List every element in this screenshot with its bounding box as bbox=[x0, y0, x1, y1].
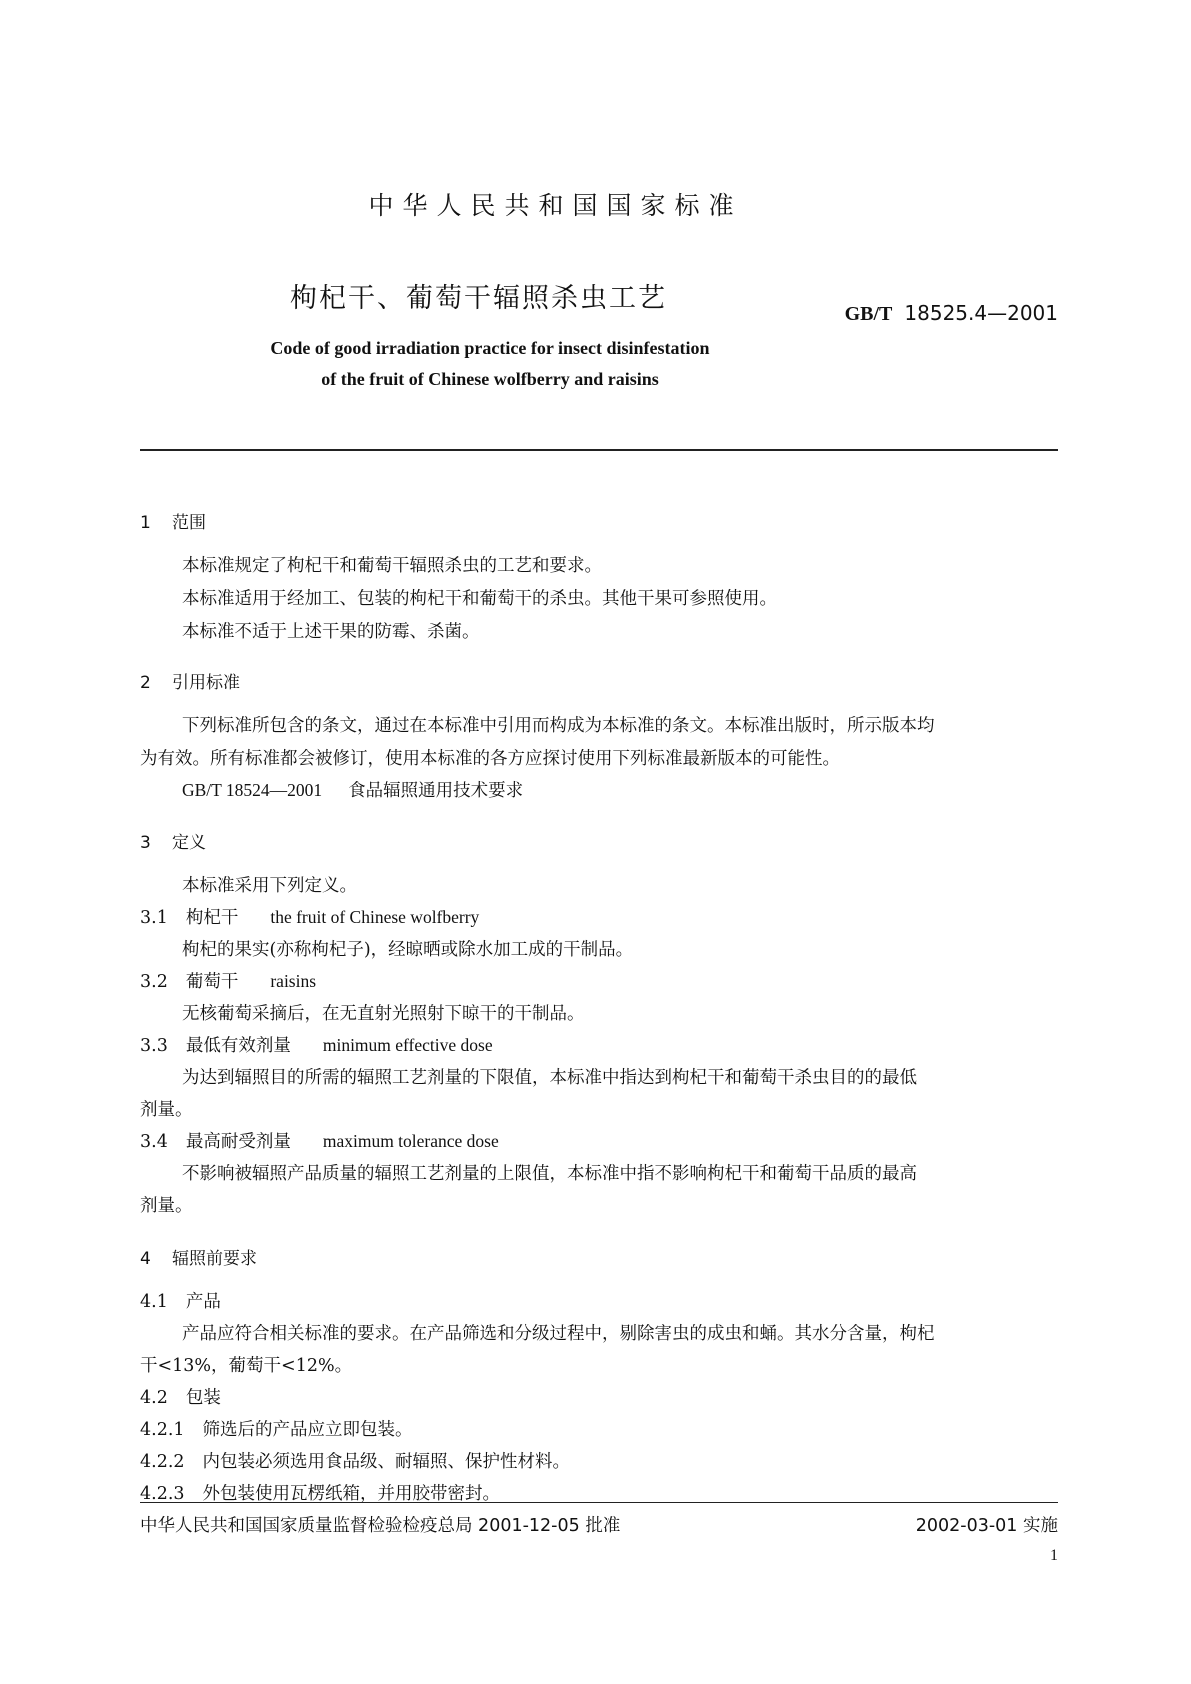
document-title-en-line-2: of the fruit of Chinese wolfberry and raisins bbox=[321, 369, 659, 389]
paragraph: 本标准不适于上述干果的防霉、杀菌。 bbox=[182, 622, 480, 642]
effective-date: 2002-03-01 实施 bbox=[915, 1516, 1058, 1536]
clause-text: 外包装使用瓦楞纸箱，并用胶带密封。 bbox=[202, 1484, 501, 1504]
clause-4-2 bbox=[140, 1384, 221, 1409]
clause-text: 内包装必须选用食品级、耐辐照、保护性材料。 bbox=[202, 1452, 571, 1472]
definition-3-2 bbox=[140, 968, 316, 993]
clause-number: 3.3 bbox=[140, 1036, 168, 1056]
header-divider bbox=[140, 449, 1058, 451]
section-heading-3 bbox=[140, 828, 206, 853]
clause-text: 筛选后的产品应立即包装。 bbox=[202, 1420, 413, 1440]
document-title-cn: 枸杞干、葡萄干辐照杀虫工艺 bbox=[290, 283, 667, 314]
section-heading-2 bbox=[140, 668, 240, 693]
clause-4-2-2 bbox=[140, 1448, 570, 1473]
section-number: 1 bbox=[140, 513, 151, 533]
term-cn: 最低有效剂量 bbox=[185, 1036, 291, 1056]
section-title: 辐照前要求 bbox=[172, 1249, 257, 1269]
footer-divider bbox=[140, 1502, 1058, 1503]
definition-text: 枸杞的果实(亦称枸杞子)，经晾晒或除水加工成的干制品。 bbox=[182, 940, 634, 960]
term-cn: 葡萄干 bbox=[185, 972, 239, 992]
section-number: 2 bbox=[140, 673, 151, 693]
document-title-en-line-1: Code of good irradiation practice for insect disinfestation bbox=[270, 338, 710, 358]
definition-text: 无核葡萄采摘后，在无直射光照射下晾干的干制品。 bbox=[182, 1004, 585, 1024]
clause-4-1 bbox=[140, 1288, 221, 1313]
paragraph: 产品应符合相关标准的要求。在产品筛选和分级过程中，剔除害虫的成虫和蛹。其水分含量，枸杞 bbox=[182, 1324, 935, 1344]
reference-entry bbox=[182, 777, 523, 802]
clause-number: 4.2.3 bbox=[140, 1484, 185, 1504]
definition-3-3 bbox=[140, 1032, 493, 1057]
clause-number: 4.2.1 bbox=[140, 1420, 185, 1440]
standard-code-prefix: GB/T bbox=[844, 303, 893, 325]
paragraph: 下列标准所包含的条文，通过在本标准中引用而构成为本标准的条文。本标准出版时，所示版本均 bbox=[182, 716, 935, 736]
reference-title: 食品辐照通用技术要求 bbox=[348, 781, 524, 801]
clause-number: 4.2 bbox=[140, 1388, 168, 1408]
section-number: 3 bbox=[140, 833, 151, 853]
definition-text: 剂量。 bbox=[140, 1100, 193, 1120]
definition-text: 不影响被辐照产品质量的辐照工艺剂量的上限值，本标准中指不影响枸杞干和葡萄干品质的最高 bbox=[182, 1164, 917, 1184]
term-en: raisins bbox=[270, 971, 317, 991]
term-en: minimum effective dose bbox=[322, 1035, 493, 1055]
term-en: the fruit of Chinese wolfberry bbox=[270, 907, 480, 927]
section-heading-4 bbox=[140, 1244, 257, 1269]
clause-number: 3.1 bbox=[140, 908, 168, 928]
definition-3-4 bbox=[140, 1128, 499, 1153]
clause-number: 3.2 bbox=[140, 972, 168, 992]
standard-code bbox=[845, 301, 1058, 326]
paragraph: 本标准规定了枸杞干和葡萄干辐照杀虫的工艺和要求。 bbox=[182, 556, 602, 576]
term-en: maximum tolerance dose bbox=[322, 1131, 499, 1151]
paragraph: 干<13%，葡萄干<12%。 bbox=[140, 1356, 353, 1376]
paragraph: 本标准采用下列定义。 bbox=[182, 876, 357, 896]
national-standard-title: 中华人民共和国国家标准 bbox=[368, 191, 743, 220]
page-number: 1 bbox=[1050, 1547, 1058, 1564]
definition-3-1 bbox=[140, 904, 479, 929]
clause-4-2-1 bbox=[140, 1416, 413, 1441]
definition-text: 为达到辐照目的所需的辐照工艺剂量的下限值，本标准中指达到枸杞干和葡萄干杀虫目的的最低 bbox=[182, 1068, 917, 1088]
definition-text: 剂量。 bbox=[140, 1196, 193, 1216]
term-cn: 最高耐受剂量 bbox=[185, 1132, 291, 1152]
clause-number: 4.1 bbox=[140, 1292, 168, 1312]
section-title: 引用标准 bbox=[172, 673, 240, 693]
clause-title: 产品 bbox=[185, 1292, 221, 1312]
section-number: 4 bbox=[140, 1249, 151, 1269]
paragraph: 本标准适用于经加工、包装的枸杞干和葡萄干的杀虫。其他干果可参照使用。 bbox=[182, 589, 777, 609]
standard-code-number: 18525.4—2001 bbox=[904, 301, 1058, 325]
paragraph: 为有效。所有标准都会被修订，使用本标准的各方应探讨使用下列标准最新版本的可能性。 bbox=[140, 749, 840, 769]
section-title: 范围 bbox=[172, 513, 206, 533]
clause-number: 4.2.2 bbox=[140, 1452, 185, 1472]
section-title: 定义 bbox=[172, 833, 206, 853]
reference-code: GB/T 18524—2001 bbox=[182, 780, 323, 800]
section-heading-1 bbox=[140, 508, 206, 533]
term-cn: 枸杞干 bbox=[185, 908, 239, 928]
clause-number: 3.4 bbox=[140, 1132, 168, 1152]
issuer-approval: 中华人民共和国国家质量监督检验检疫总局 2001-12-05 批准 bbox=[140, 1516, 621, 1536]
clause-title: 包装 bbox=[185, 1388, 221, 1408]
